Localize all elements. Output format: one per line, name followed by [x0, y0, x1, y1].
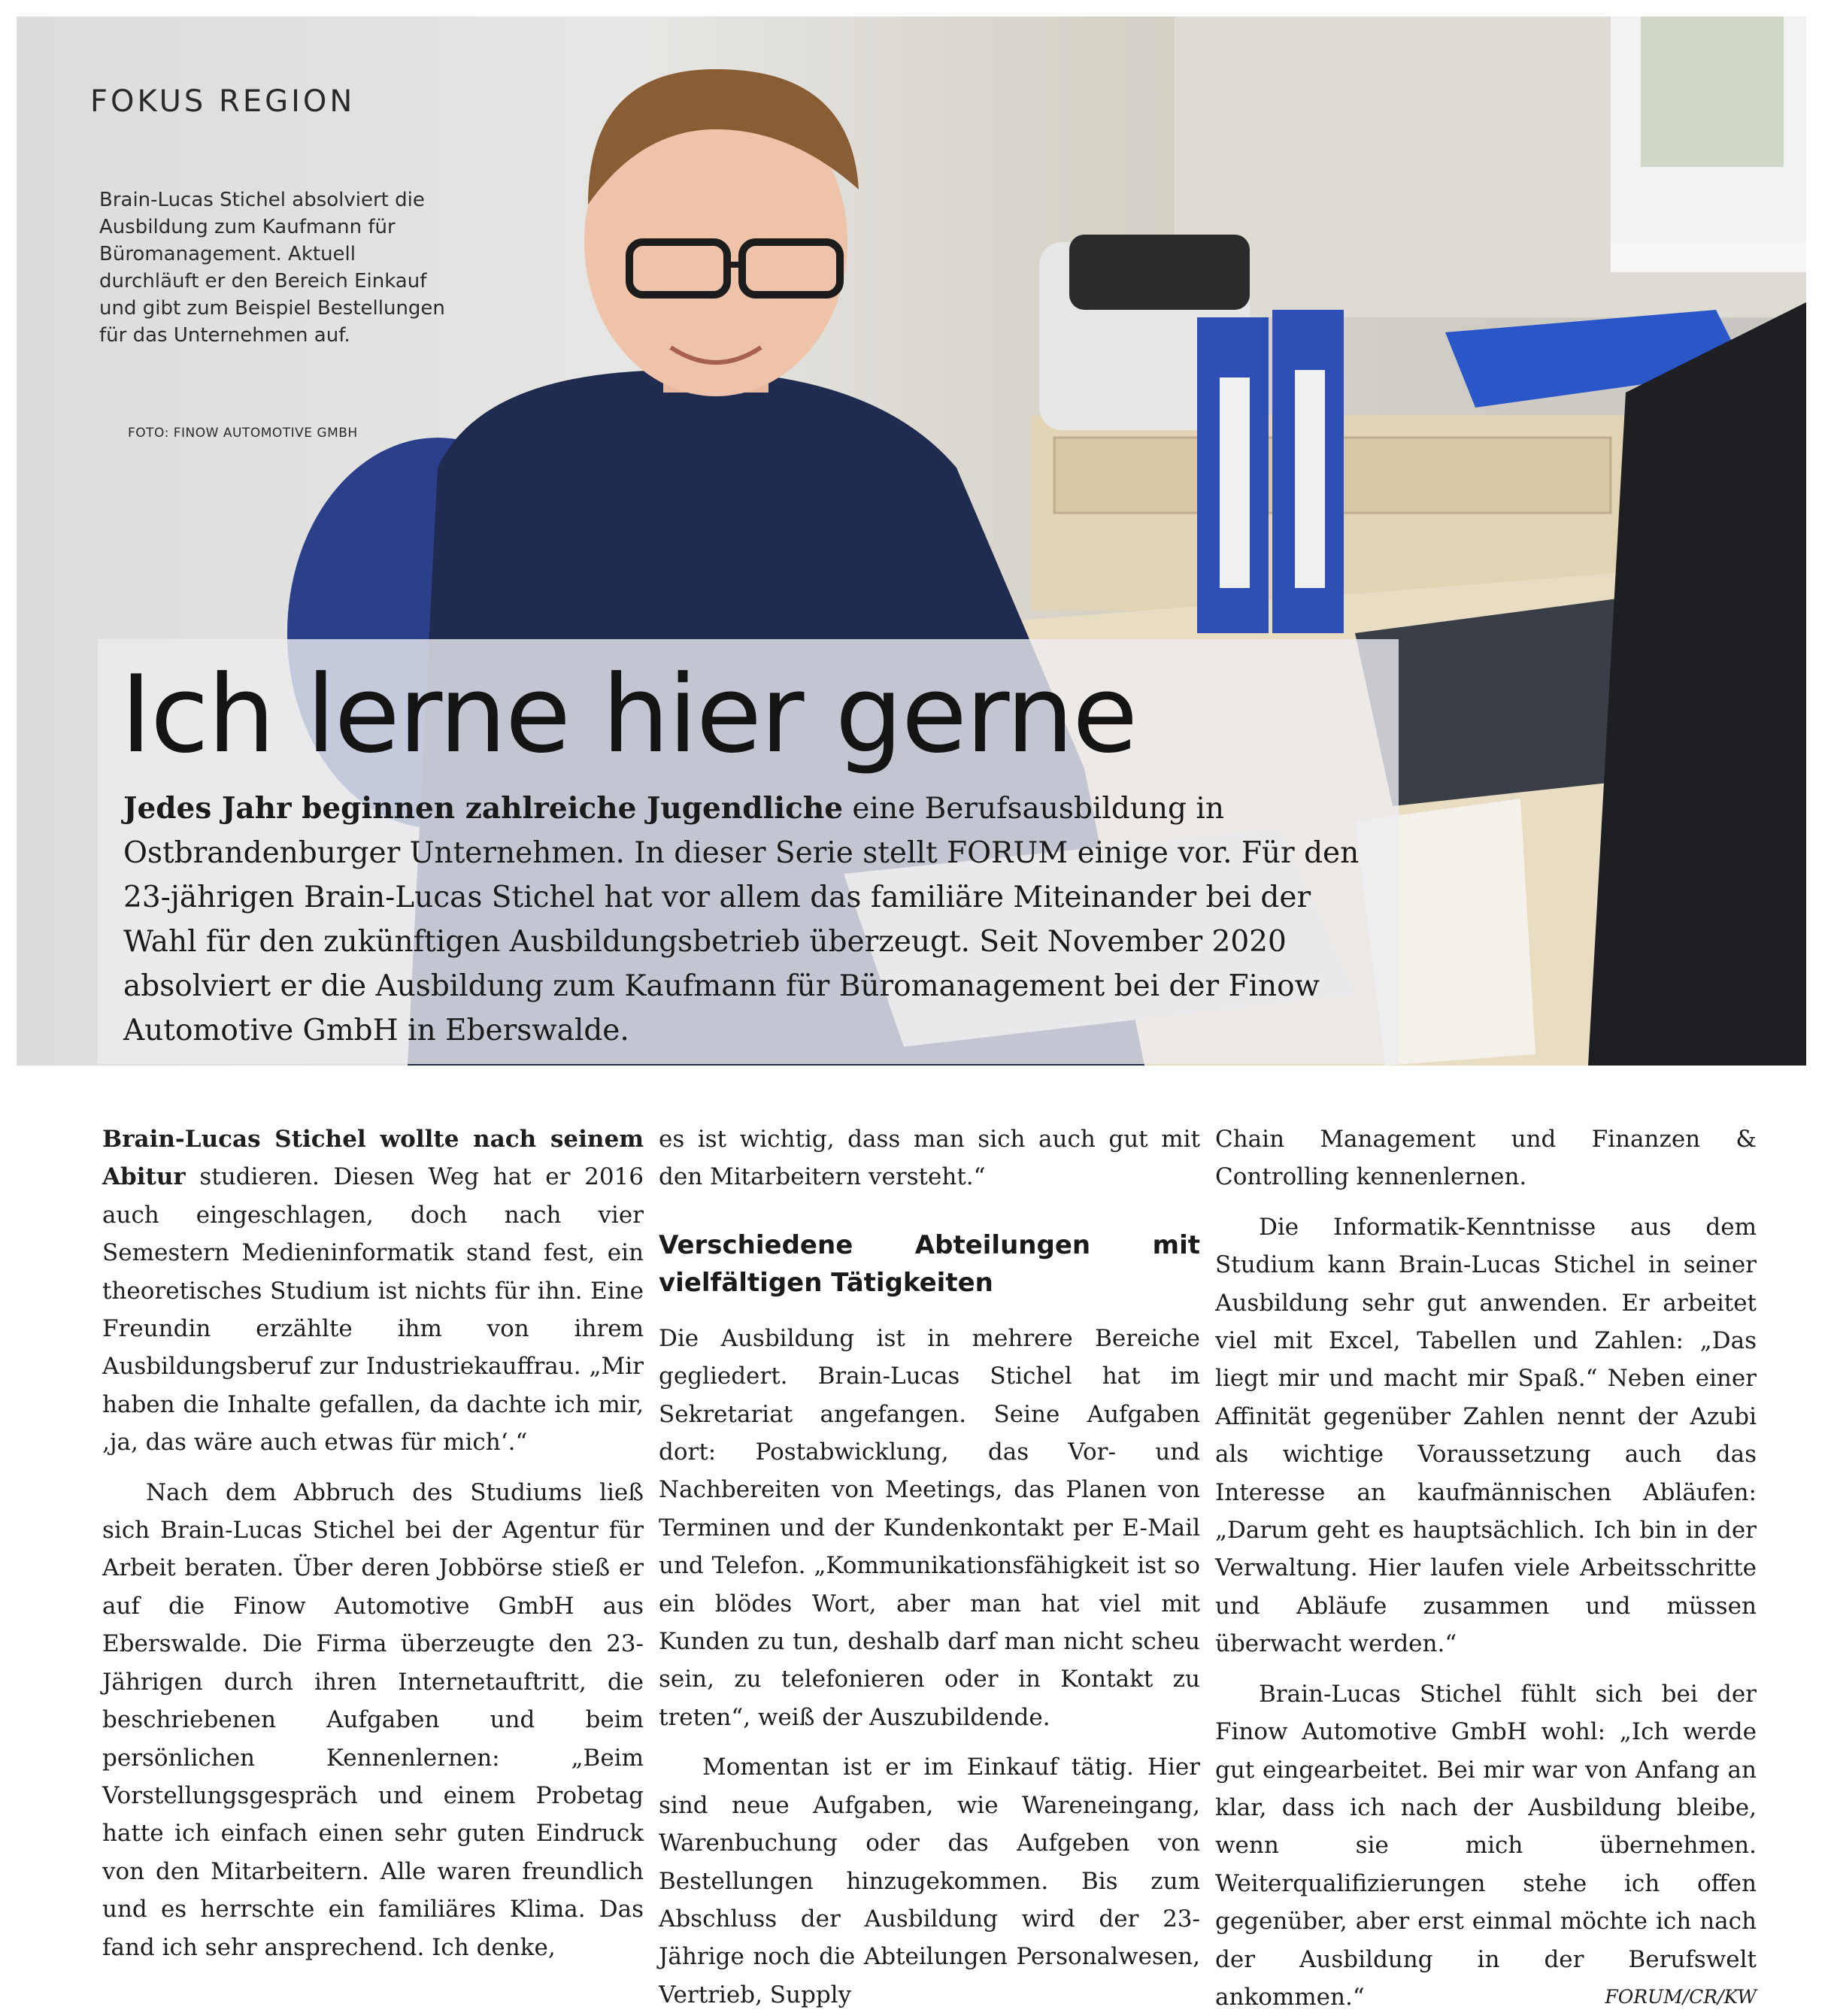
section-label: FOKUS REGION — [90, 84, 356, 119]
photo-caption: Brain-Lucas Stichel absolviert die Ausbildung zum Kaufmann für Büromanagement. Aktuell durchläuft er den Bereich Einkauf und gibt zum Beispiel Bestellungen für das Unternehmen auf. — [99, 189, 445, 347]
article-column-3 — [1215, 1120, 1757, 2016]
paragraph-text: Brain-Lucas Stichel fühlt sich bei der Finow Automotive GmbH wohl: „Ich werde gut eingearbeitet. Bei mir war von Anfang an klar, dass ich nach der Ausbildung bleibe, wenn sie mich übernehmen. Weiterqualifizierungen stehe ich offen gegenüber, aber erst einmal möchte ich nach der Ausbildung in der Berufswelt ankommen.“ — [1215, 1680, 1757, 2011]
article-column-1 — [102, 1120, 644, 1966]
paragraph-text: studieren. Diesen Weg hat er 2016 auch eingeschlagen, doch nach vier Semestern Medieninformatik stand fest, ein theoretisches Studium ist nichts für ihn. Eine Freundin erzählte ihm von ihrem Ausbildungsberuf zur Industriekauffrau. „Mir haben die Inhalte gefallen, da dachte ich mir, ‚ja, das wäre auch etwas für mich‘.“ — [102, 1163, 644, 1457]
paragraph: Chain Management und Finanzen & Controlling kennenlernen. — [1215, 1126, 1757, 1191]
photo-credit: FOTO: FINOW AUTOMOTIVE GMBH — [128, 426, 358, 441]
article-headline: Ich lerne hier gerne — [120, 653, 1137, 777]
paragraph: es ist wichtig, dass man sich auch gut mit den Mitarbeitern versteht.“ — [659, 1126, 1200, 1191]
article-column-2 — [659, 1120, 1200, 2014]
article-lead-in: Brain-Lucas Stichel wollte nach seinem Abitur — [102, 1126, 644, 1191]
lead-bold: Jedes Jahr beginnen zahlreiche Jugendliche — [123, 791, 844, 826]
paragraph: Die Informatik-Kenntnisse aus dem Studium kann Brain-Lucas Stichel in seiner Ausbildung sehr gut anwenden. Er arbeitet viel mit Excel, Tabellen und Zahlen: „Das liegt mir und macht mir Spaß.“ Neben einer Affinität gegenüber Zahlen nennt der Azubi als wichtige Voraussetzung auch das Interesse an kaufmännischen Abläufen: „Darum geht es hauptsächlich. Ich bin in der Verwaltung. Hier laufen viele Arbeitsschritte und Abläufe zusammen und müssen überwacht werden.“ — [1215, 1213, 1757, 1658]
paragraph: Nach dem Abbruch des Studiums ließ sich Brain-Lucas Stichel bei der Agentur für Arbeit beraten. Über deren Jobbörse stieß er auf die Finow Automotive GmbH aus Eberswalde. Die Firma überzeugte den 23-Jährigen durch ihren Internetauftritt, die beschriebenen Aufgaben und beim persönlichen Kennenlernen: „Beim Vorstellungsgespräch und einem Probetag hatte ich einfach einen sehr guten Eindruck von den Mitarbeitern. Alle waren freundlich und es herrschte ein familiäres Klima. Das fand ich sehr ansprechend. Ich denke, — [102, 1478, 644, 1961]
subheading: Verschiedene Abteilungen mit vielfältigen Tätigkeiten — [659, 1229, 1200, 1298]
author-signature: FORUM/CR/KW — [1605, 1985, 1757, 2008]
article-lead — [123, 787, 1387, 1053]
paragraph — [102, 1120, 644, 1462]
lead-text: eine Berufsausbildung in Ostbrandenburger Unternehmen. In dieser Serie stellt FORUM einige vor. Für den 23-jährigen Brain-Lucas Stichel hat vor allem das familiäre Miteinander bei der Wahl für den zukünftigen Ausbildungsbetrieb überzeugt. Seit November 2020 absolviert er die Ausbildung zum Kaufmann für Büromanagement bei der Finow Automotive GmbH in Eberswalde. — [123, 792, 1360, 1047]
paragraph — [1215, 1675, 1757, 2016]
paragraph: Momentan ist er im Einkauf tätig. Hier sind neue Aufgaben, wie Wareneingang, Warenbuchung oder das Aufgeben von Bestellungen hinzugekommen. Bis zum Abschluss der Ausbildung wird der 23-Jährige noch die Abteilungen Personalwesen, Vertrieb, Supply — [659, 1754, 1200, 2008]
paragraph: Die Ausbildung ist in mehrere Bereiche gegliedert. Brain-Lucas Stichel hat im Sekretariat angefangen. Seine Aufgaben dort: Postabwicklung, das Vor- und Nachbereiten von Meetings, das Planen von Terminen und der Kundenkontakt per E-Mail und Telefon. „Kommunikationsfähigkeit ist so ein blödes Wort, aber man hat viel mit Kunden zu tun, deshalb darf man nicht scheu sein, zu telefonieren oder in Kontakt zu treten“, weiß der Auszubildende. — [659, 1324, 1200, 1731]
